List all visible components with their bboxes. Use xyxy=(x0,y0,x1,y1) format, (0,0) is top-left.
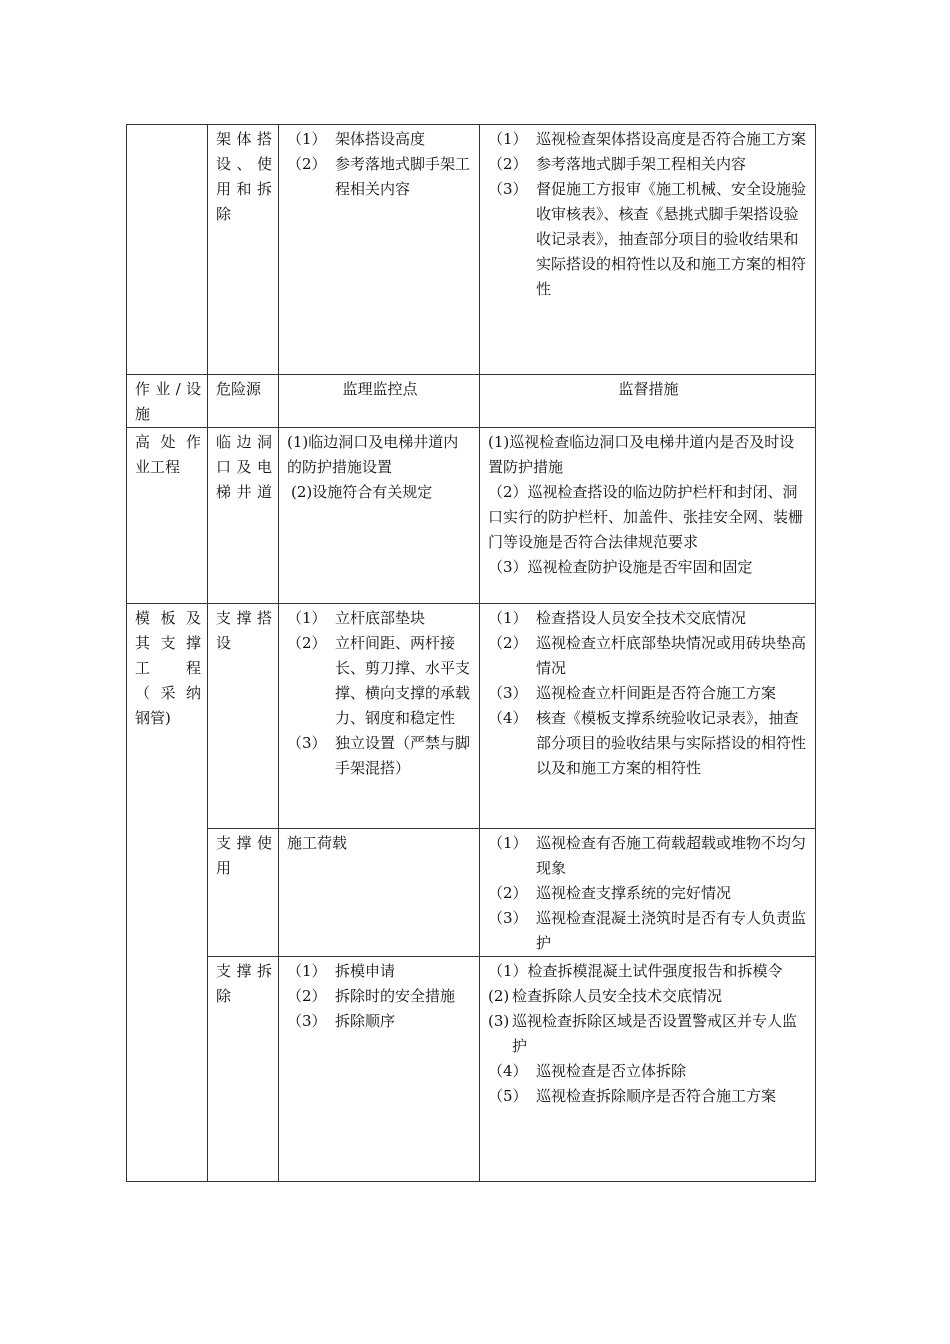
header-work-line: 作业/设 xyxy=(135,380,201,398)
item-text: 立杆底部垫块 xyxy=(335,609,426,627)
item-text: 巡视检查立杆间距是否符合施工方案 xyxy=(536,684,777,702)
list-item xyxy=(488,127,809,152)
item-text: 巡视检查是否立体拆除 xyxy=(536,1062,687,1080)
risk-cell xyxy=(208,604,279,829)
item-number: （3） xyxy=(287,734,327,752)
list-item xyxy=(287,631,473,731)
item-text: 巡视检查拆除顺序是否符合施工方案 xyxy=(536,1087,777,1105)
list-item xyxy=(287,731,473,781)
table-header-row xyxy=(127,375,816,428)
list-item xyxy=(488,984,809,1009)
risk-line: 支撑拆 xyxy=(216,962,272,980)
item-number: （1） xyxy=(488,609,528,627)
work-line: 高处作 xyxy=(135,433,201,451)
item-text: 拆除时的安全措施 xyxy=(335,987,456,1005)
item-number: （1） xyxy=(287,130,327,148)
work-cell xyxy=(127,125,208,375)
item-text: 检查拆除人员安全技术交底情况 xyxy=(512,987,723,1005)
risk-line: 用和拆 xyxy=(216,180,272,198)
risk-line: 梯井道 xyxy=(216,483,272,501)
list-item xyxy=(488,152,809,177)
measure-text: （2）巡视检查搭设的临边防护栏杆和封闭、洞口实行的防护栏杆、加盖件、张挂安全网、装栅门等设施是否符合法律规范要求 xyxy=(488,483,804,551)
item-number: （2） xyxy=(287,987,327,1005)
item-number: （1） xyxy=(488,130,528,148)
risk-cell xyxy=(208,829,279,957)
item-number: （5） xyxy=(488,1087,528,1105)
work-line: 工 程 xyxy=(135,659,201,677)
point-text: 施工荷载 xyxy=(287,834,348,852)
list-item xyxy=(488,831,809,881)
header-work-line: 施 xyxy=(135,405,151,423)
item-text: 督促施工方报审《施工机械、安全设施验收审核表》、核查《悬挑式脚手架搭设验收记录表》，抽查部分项目的验收结果和实际搭设的相符性以及和施工方案的相符性 xyxy=(536,180,807,298)
risk-line: 设 xyxy=(216,634,232,652)
points-cell xyxy=(279,125,480,375)
header-measures: 监督措施 xyxy=(480,375,816,428)
work-cell xyxy=(127,604,208,1182)
list-item xyxy=(488,706,809,781)
list-item xyxy=(488,631,809,681)
measures-cell xyxy=(480,125,816,375)
item-text: 独立设置（严禁与脚手架混搭） xyxy=(335,734,471,777)
header-points: 监理监控点 xyxy=(279,375,480,428)
risk-line: 设、使 xyxy=(216,155,272,173)
list-item xyxy=(287,959,473,984)
risk-line: 支撑使 xyxy=(216,834,272,852)
item-number: （2） xyxy=(287,634,327,652)
list-item xyxy=(287,1009,473,1034)
item-number: （4） xyxy=(488,1062,528,1080)
item-text: 参考落地式脚手架工程相关内容 xyxy=(536,155,747,173)
table-row xyxy=(127,125,816,375)
work-line: 业工程 xyxy=(135,458,181,476)
work-cell xyxy=(127,428,208,604)
item-text: 检查搭设人员安全技术交底情况 xyxy=(536,609,747,627)
points-cell xyxy=(279,829,480,957)
item-text: 巡视检查拆除区域是否设置警戒区并专人监护 xyxy=(512,1012,798,1055)
measures-cell xyxy=(480,957,816,1182)
item-number: （3） xyxy=(488,684,528,702)
supervision-table xyxy=(126,124,816,1182)
work-line: （采纳 xyxy=(135,684,201,702)
work-line: 钢管) xyxy=(135,709,171,727)
list-item xyxy=(488,1084,809,1109)
list-item xyxy=(287,127,473,152)
list-item xyxy=(488,681,809,706)
list-item xyxy=(488,881,809,906)
item-number: （1） xyxy=(488,962,528,980)
point-text: (2)设施符合有关规定 xyxy=(291,483,433,501)
risk-cell xyxy=(208,957,279,1182)
item-text: 核查《模板支撑系统验收记录表》，抽查部分项目的验收结果与实际搭设的相符性以及和施工方案的相符性 xyxy=(536,709,807,777)
points-cell xyxy=(279,428,480,604)
table-row xyxy=(127,957,816,1182)
risk-cell xyxy=(208,125,279,375)
point-text: (1)临边洞口及电梯井道内的防护措施设置 xyxy=(287,433,459,476)
table-row xyxy=(127,428,816,604)
list-item xyxy=(287,152,473,202)
item-text: 检查拆模混凝土试件强度报告和拆模令 xyxy=(527,962,783,980)
risk-line: 除 xyxy=(216,987,232,1005)
list-item xyxy=(488,606,809,631)
item-number: （1） xyxy=(488,834,528,852)
item-number: （1） xyxy=(287,962,327,980)
points-cell xyxy=(279,957,480,1182)
list-item xyxy=(488,906,809,956)
points-cell xyxy=(279,604,480,829)
work-line: 其支撑 xyxy=(135,634,201,652)
list-item xyxy=(287,984,473,1009)
risk-line: 用 xyxy=(216,859,232,877)
table-row xyxy=(127,604,816,829)
item-number: （2） xyxy=(488,884,528,902)
item-text: 拆模申请 xyxy=(335,962,396,980)
item-text: 巡视检查混凝土浇筑时是否有专人负责监护 xyxy=(536,909,807,952)
item-text: 拆除顺序 xyxy=(335,1012,396,1030)
risk-line: 临边洞 xyxy=(216,433,272,451)
measures-cell xyxy=(480,829,816,957)
header-work xyxy=(127,375,208,428)
measure-text: （3）巡视检查防护设施是否牢固和固定 xyxy=(488,558,753,576)
item-number: （3） xyxy=(488,180,528,198)
header-risk: 危险源 xyxy=(208,375,279,428)
measures-cell xyxy=(480,604,816,829)
item-number: （2） xyxy=(488,634,528,652)
risk-line: 口及电 xyxy=(216,458,272,476)
list-item xyxy=(488,1059,809,1084)
risk-line: 除 xyxy=(216,205,232,223)
item-number: (2) xyxy=(488,987,510,1005)
item-number: （2） xyxy=(287,155,327,173)
risk-line: 架体搭 xyxy=(216,130,272,148)
item-number: （4） xyxy=(488,709,528,727)
item-text: 巡视检查立杆底部垫块情况或用砖块垫高情况 xyxy=(536,634,807,677)
item-number: (3) xyxy=(488,1012,510,1030)
item-number: （2） xyxy=(488,155,528,173)
risk-cell xyxy=(208,428,279,604)
item-number: （3） xyxy=(488,909,528,927)
item-text: 巡视检查架体搭设高度是否符合施工方案 xyxy=(536,130,807,148)
item-number: （1） xyxy=(287,609,327,627)
item-text: 巡视检查支撑系统的完好情况 xyxy=(536,884,732,902)
list-item xyxy=(488,1009,809,1059)
item-text: 巡视检查有否施工荷载超载或堆物不均匀现象 xyxy=(536,834,807,877)
item-text: 立杆间距、两杆接长、剪刀撑、水平支撑、横向支撑的承载力、钢度和稳定性 xyxy=(335,634,471,727)
item-text: 架体搭设高度 xyxy=(335,130,426,148)
list-item xyxy=(287,606,473,631)
list-item xyxy=(488,959,809,984)
item-text: 参考落地式脚手架工程相关内容 xyxy=(335,155,471,198)
measures-cell xyxy=(480,428,816,604)
work-line: 模板及 xyxy=(135,609,201,627)
list-item xyxy=(488,177,809,302)
table-row xyxy=(127,829,816,957)
item-number: （3） xyxy=(287,1012,327,1030)
measure-text: (1)巡视检查临边洞口及电梯井道内是否及时设置防护措施 xyxy=(488,433,795,476)
risk-line: 支撑搭 xyxy=(216,609,272,627)
